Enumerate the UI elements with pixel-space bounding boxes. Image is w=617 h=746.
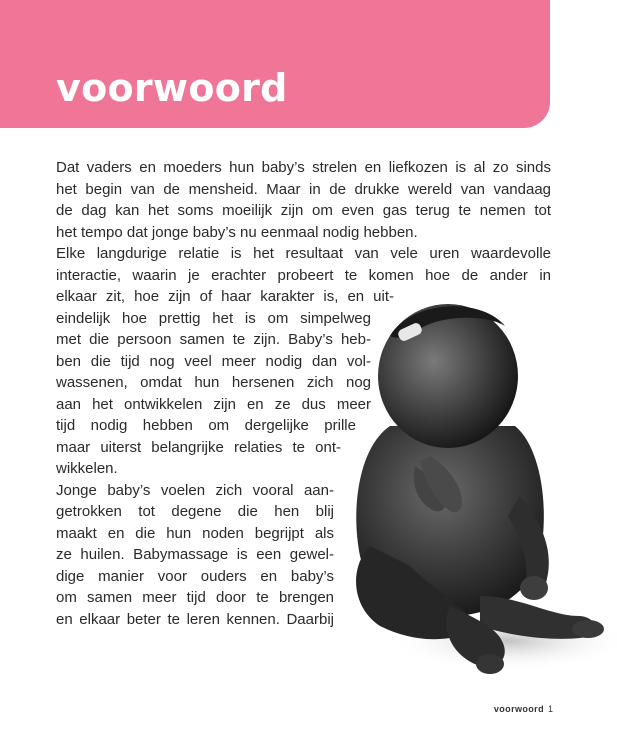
body-line: de dag kan het soms moeilijk zijn om even gas terug te nemen tot [56, 202, 551, 219]
body-line: dige manier voor ouders en baby’s [56, 567, 334, 585]
body-line: en elkaar beter te leren kennen. Daarbij [56, 610, 334, 628]
page-footer [494, 704, 553, 714]
body-line: maakt en die hun noden begrijpt als [56, 524, 334, 542]
body-line: maar uiterst belangrijke relaties te ont- [56, 438, 341, 456]
body-line: Dat vaders en moeders hun baby’s strelen en liefkozen is al zo sinds [56, 159, 551, 176]
body-line: ben die tijd nog veel meer nodig dan vol- [56, 352, 371, 370]
body-line: elkaar zit, hoe zijn of haar karakter is, en uit- [56, 288, 394, 305]
body-line: Jonge baby’s voelen zich vooral aan- [56, 481, 334, 499]
body-line: Elke langdurige relatie is het resultaat van vele uren waardevolle [56, 245, 551, 262]
body-line: om samen meer tijd door te brengen [56, 589, 334, 606]
footer-section-label: voorwoord [493, 704, 544, 714]
body-line: eindelijk hoe prettig het is om simpelweg [56, 309, 371, 327]
page-title: voorwoord [56, 66, 288, 110]
page-number: 1 [547, 704, 553, 714]
body-text [56, 157, 551, 630]
body-line: aan het ontwikkelen zijn en ze dus meer [56, 395, 371, 413]
body-line: met die persoon samen te zijn. Baby’s heb- [56, 331, 371, 348]
body-line: getrokken tot degene die hen blij [56, 503, 334, 520]
body-line: interactie, waarin je erachter probeert te komen hoe de ander in [56, 266, 551, 284]
body-line: wikkelen. [56, 460, 118, 477]
body-line: het begin van de mensheid. Maar in de drukke wereld van vandaag [56, 180, 551, 198]
body-line: wassenen, omdat hun hersenen zich nog [56, 374, 371, 391]
body-line: het tempo dat jonge baby’s nu eenmaal nodig hebben. [56, 223, 418, 241]
body-line: ze huilen. Babymassage is een gewel- [56, 546, 334, 563]
body-line: tijd nodig hebben om dergelijke prille [56, 417, 356, 434]
